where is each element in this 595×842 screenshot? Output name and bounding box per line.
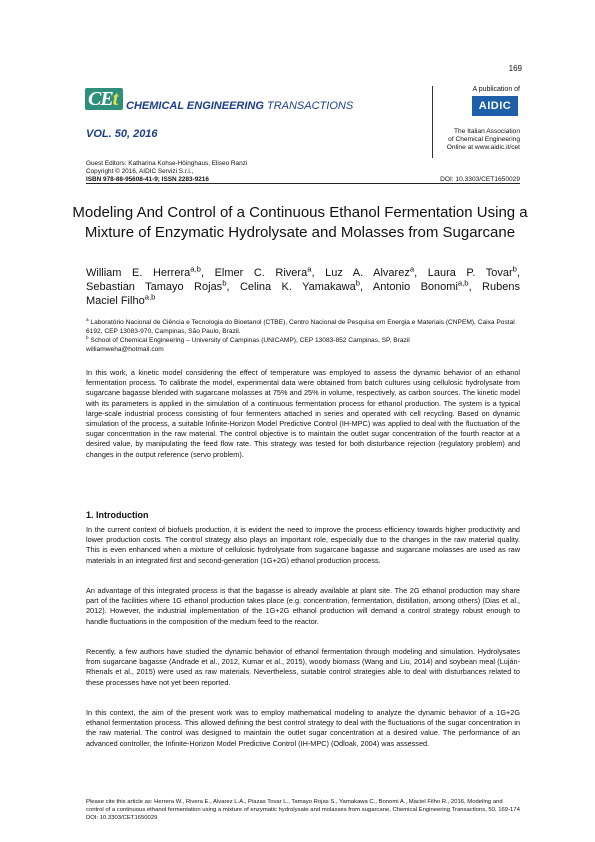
header-rule xyxy=(86,183,520,184)
intro-paragraph: Recently, a few authors have studied the dynamic behavior of ethanol fermentation through modeling and simulation. Hydrolysates from sugarcane bagasse (Andrade et al., 2012, Kumar et al., 2015), woody biomass (Wang and Liu, 2014) and soybean meal (Luján-Rhenals et al., 2015) were used as raw materials. Nevertheless, suitable control strategies able to deal with disturbances related to these processes have not yet been reported. xyxy=(86,647,520,687)
author: William E. Herrera xyxy=(86,267,191,279)
intro-paragraph: In the current context of biofuels production, it is evident the need to improve the process efficiency towards higher productivity and lower production costs. The control strategy also plays an important role, especially due to the changes in the raw material quality. This is even enhanced when a mixture of cellulosic hydrolysate from sugarcane bagasse and sugarcane molasses are used as raw materials in an integrated first and second-generation (1G+2G) ethanol production process. xyxy=(86,525,520,565)
affiliation: $^b$ School of Chemical Engineering – University of Campinas (UNICAMP), CEP 13083-852 Campinas, SP, Brazil xyxy=(86,334,410,344)
authors-line-1: William E. Herrera$^{a,b}$, Elmer C. Rivera$^a$, Luz A. Alvarez$^a$, Laura P. Tovar$^b$, xyxy=(86,264,521,279)
author: Celina K. Yamakawa xyxy=(239,281,356,293)
aidic-logo: AIDIC xyxy=(472,96,518,116)
doi[interactable]: DOI: 10.3303/CET1650029 xyxy=(440,176,520,183)
affiliations xyxy=(86,318,520,354)
copyright: Copyright © 2016, AIDIC Servizi S.r.l., xyxy=(86,168,194,175)
citation-footer: Please cite this article as: Herrera W., Rivera E., Alvarez L.A., Piazas Tovar L., Tamayo Rojas S., Yamakawa C., Bonomi A., Maciel Filho R., 2016, Modeling and control of a continuous ethanol fermentation using a mixture of enzymatic hydrolysate and molasses from sugarcane, Chemical Engineering Transactions, 50, 169-174 DOI: 10.3303/CET1650029 xyxy=(86,799,520,821)
journal-volume: VOL. 50, 2016 xyxy=(86,128,158,140)
author: Laura P. Tovar xyxy=(427,267,513,279)
publication-of-label: A publication of xyxy=(472,86,520,93)
publisher-website[interactable]: Online at www.aidic.it/cet xyxy=(446,144,520,151)
author: Rubens xyxy=(482,281,520,293)
affiliation: $^a$ Laboratório Nacional de Ciência e Tecnologia do Bioetanol (CTBE), Centro Nacional de Pesquisa em Energia e Materiais (CNPEM), Caixa Postal 6192, CEP 13083-970, Campinas, São Paulo, Brazil. xyxy=(86,316,515,335)
authors-line-3: Maciel Filho$^{a,b}$ xyxy=(86,292,156,307)
author: Elmer C. Rivera xyxy=(214,267,308,279)
author: Antonio Bonomi xyxy=(372,281,458,293)
abstract: In this work, a kinetic model considering the effect of temperature was employed to assess the dynamic behavior of an ethanol fermentation process. To calibrate the model, experimental data were obtained from batch cultures using cellulosic hydrolysate from sugarcane bagasse blended with sugarcane molasses at 75% and 25% in volume, respectively, as carbon sources. The kinetic model with its parameters is applied in the simulation of a continuous fermentation process for ethanol production. The system is a typical large-scale industrial process consisting of four fermenters attached in series and operated with cell recycling. Based on dynamic simulation of the process, a suitable Infinite-Horizon Model Predictive Control (IH-MPC) was applied to deal with the fluctuation of the sugar concentration in the raw material. The control objective is to maintain the outlet sugar concentration of the fourth reactor at a desired value, by manipulating the feed flow rate. This strategy was tested for both disturbance rejection (regulatory problem) and changes in the output reference (servo problem). xyxy=(86,368,520,459)
publication-meta xyxy=(86,160,247,184)
journal-name: CHEMICAL ENGINEERING TRANSACTIONS xyxy=(126,100,354,112)
guest-editors: Guest Editors: Katharina Kohse-Höinghaus, Eliseo Ranzi xyxy=(86,160,248,167)
intro-paragraph: In this context, the aim of the present work was to employ mathematical modeling to analyze the dynamic behavior of a 1G+2G ethanol fermentation process. This allowed defining the best control strategy to deal with the fluctuations of the sugar concentration in the raw material. The control was designed to maintain the outlet sugar concentration at a desired value. The performance of an advanced controller, the Infinite-Horizon Model Predictive Control (IH-MPC) (Odloak, 2004) was assessed. xyxy=(86,708,520,748)
publisher-line: The Italian Association xyxy=(454,128,520,135)
authors-line-2: Sebastian Tamayo Rojas$^b$, Celina K. Yamakawa$^b$, Antonio Bonomi$^{a,b}$, Rubens xyxy=(86,278,520,293)
paper-title: Modeling And Control of a Continuous Ethanol Fermentation Using a Mixture of Enzymatic Hydrolysate and Molasses from Sugarcane xyxy=(72,204,528,241)
publisher-line: of Chemical Engineering xyxy=(448,136,520,143)
cet-logo-text: CEt xyxy=(88,88,118,110)
author: Sebastian Tamayo Rojas xyxy=(86,281,223,293)
author: Luz A. Alvarez xyxy=(325,267,410,279)
publisher-info xyxy=(420,128,520,152)
intro-paragraph: An advantage of this integrated process is that the bagasse is already available at plant site. The 2G ethanol production may share part of the facilities where 1G ethanol production takes place (e.g. concentration, fermentation, distillation, among others) (Dias et al., 2012). However, the industrial implementation of the 1G+2G ethanol production will demand a control strategy robust enough to handle fluctuations in the composition of the medium feed to the reactor. xyxy=(86,586,520,626)
isbn-issn: ISBN 978-88-95608-41-9; ISSN 2283-9216 xyxy=(86,176,209,183)
section-heading: 1. Introduction xyxy=(86,510,149,520)
author: Maciel Filho xyxy=(86,295,145,307)
corresponding-email[interactable]: williamweha@hotmail.com xyxy=(86,346,164,353)
page-number: 169 xyxy=(508,64,522,73)
